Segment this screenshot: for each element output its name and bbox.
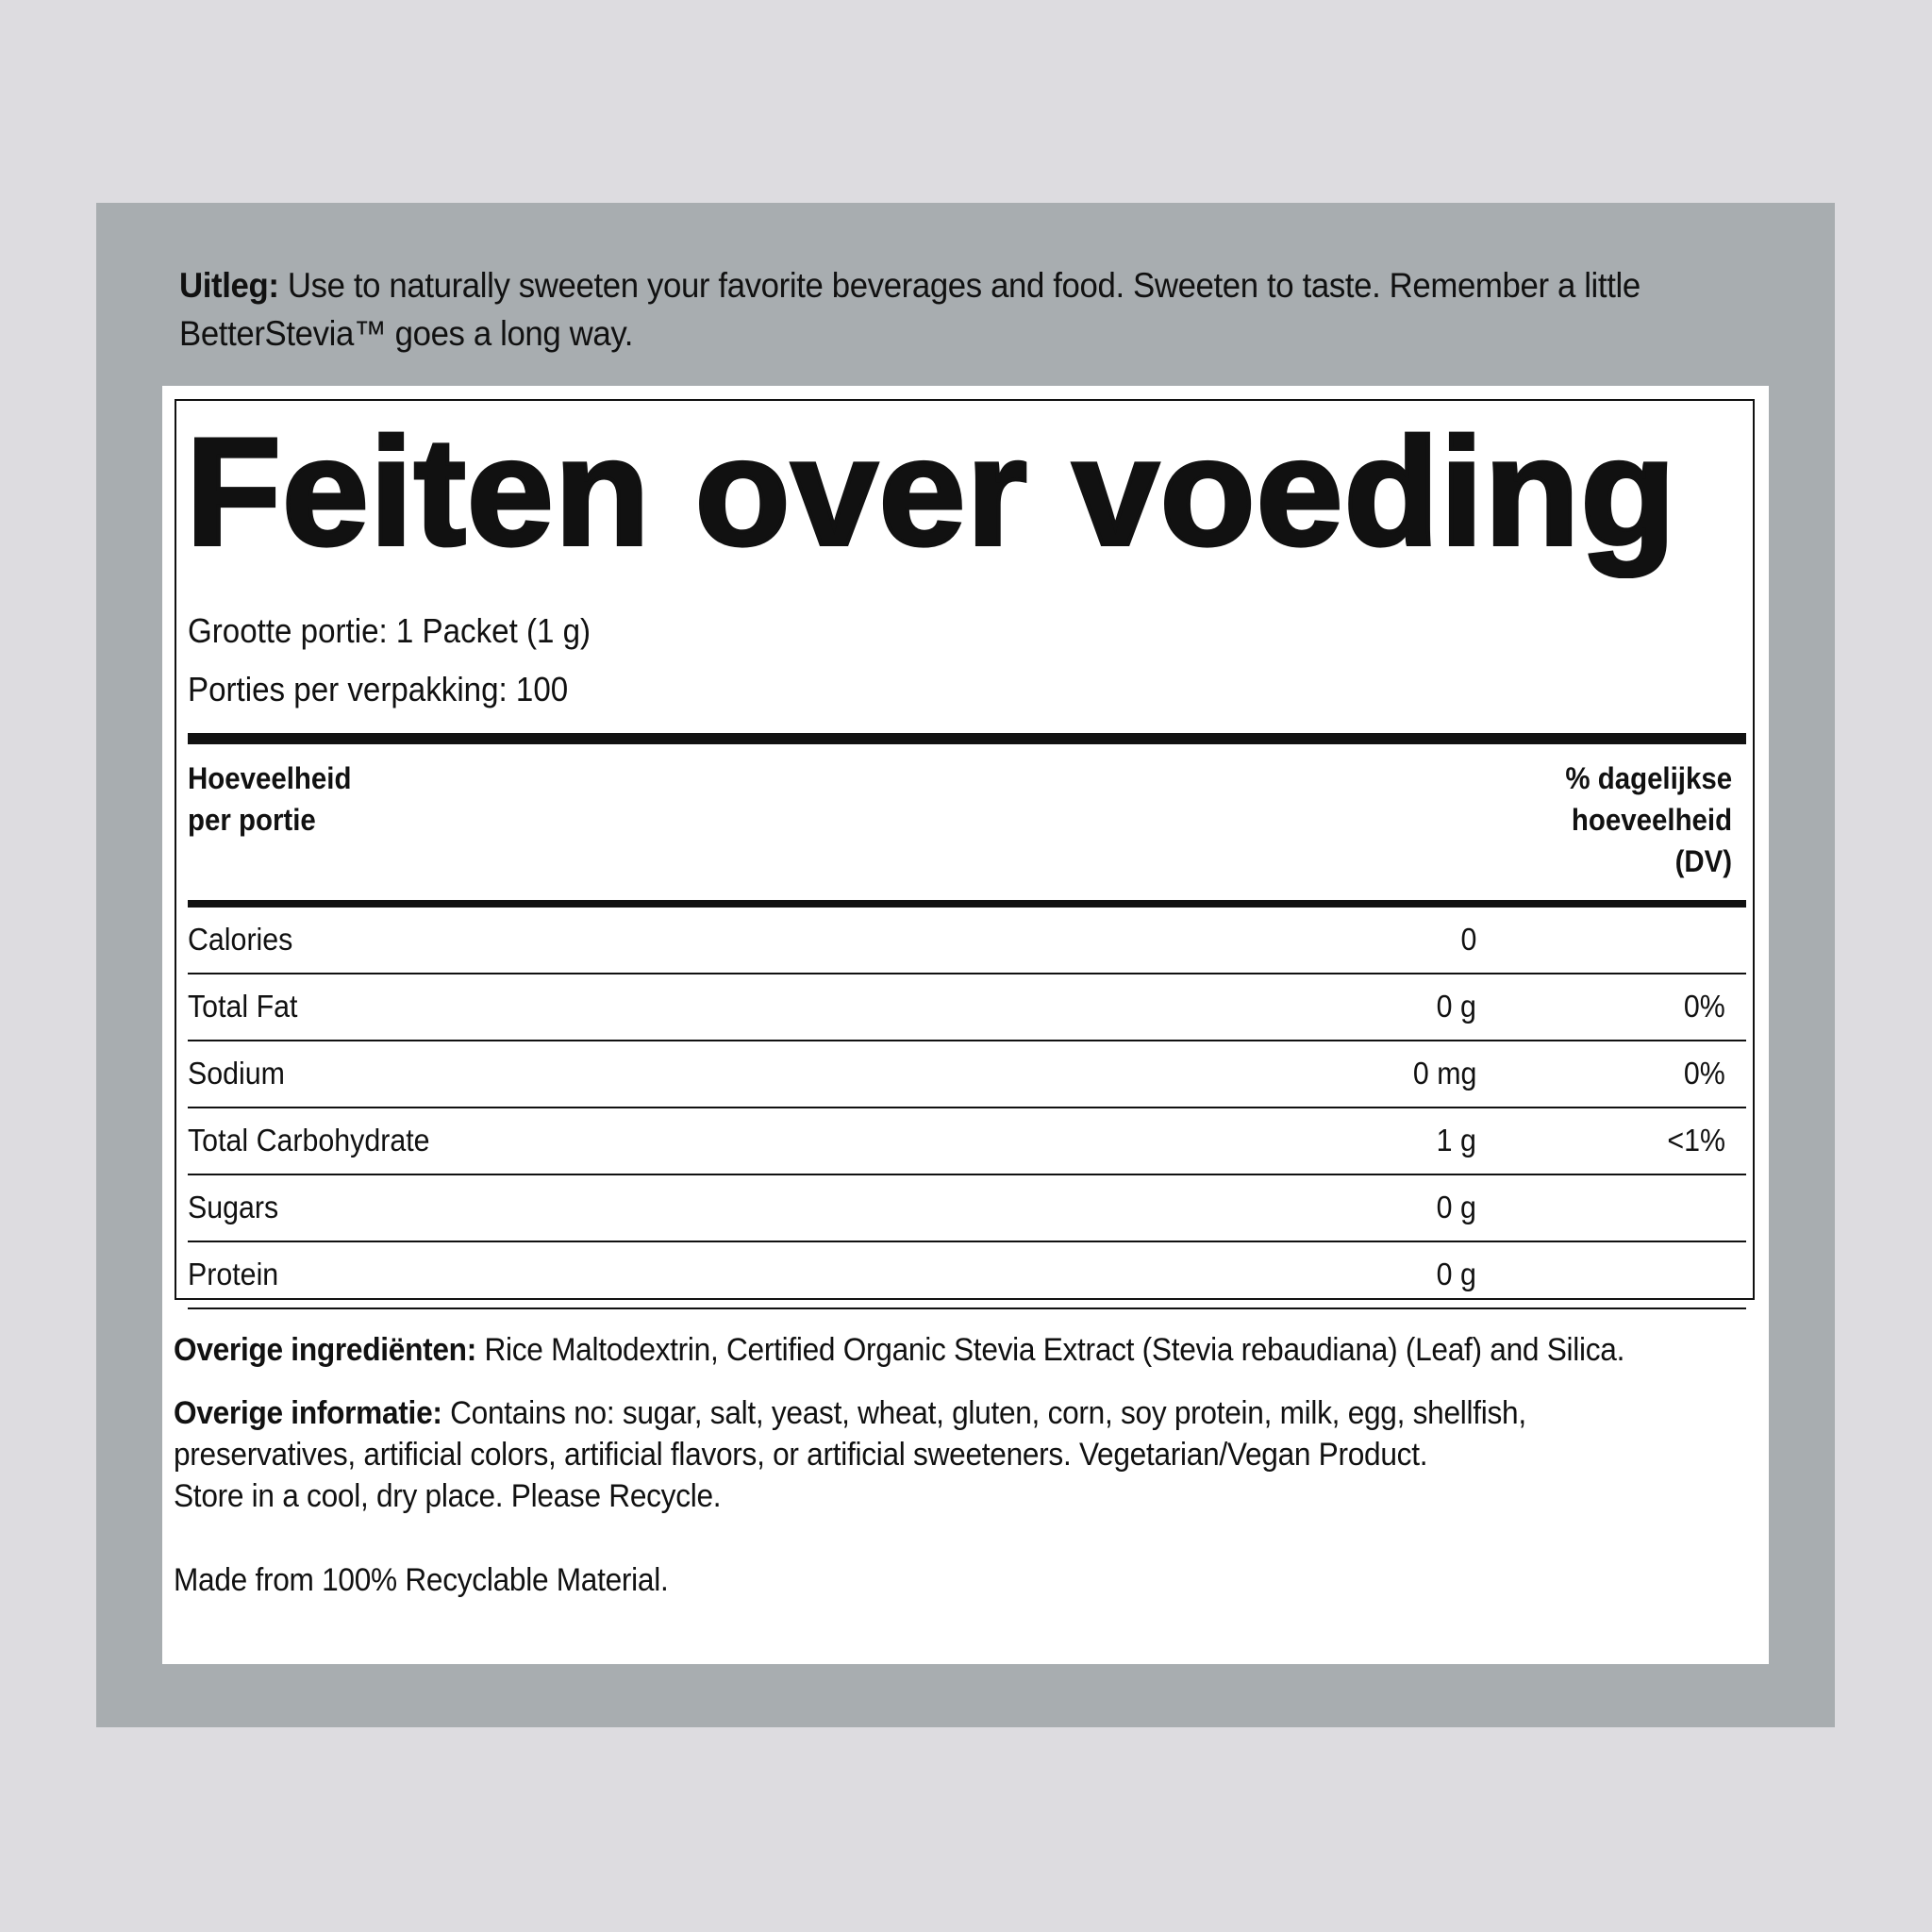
facts-title: Feiten over voeding: [186, 407, 1677, 577]
nutrient-name: Total Fat: [188, 989, 298, 1024]
other-ingredients-text: Rice Maltodextrin, Certified Organic Stevia Extract (Stevia rebaudiana) (Leaf) and Silica.: [475, 1332, 1625, 1368]
header-right-line-1: % dagelijkse: [1565, 761, 1732, 795]
nutrient-name: Calories: [188, 922, 293, 957]
thick-divider-header: [188, 900, 1746, 908]
other-ingredients-label: Overige ingrediënten:: [174, 1332, 476, 1368]
thick-divider-top: [188, 733, 1746, 744]
nutrient-amount: 0 g: [1436, 989, 1476, 1024]
nutrient-dv: <1%: [1667, 1123, 1725, 1158]
other-information-label: Overige informatie:: [174, 1395, 442, 1431]
amount-per-serving-header: [188, 758, 351, 841]
storage-note: Store in a cool, dry place. Please Recycle.: [174, 1478, 722, 1514]
serving-size: Grootte portie: 1 Packet (1 g): [188, 611, 591, 650]
other-information-text: Contains no: sugar, salt, yeast, wheat, gluten, corn, soy protein, milk, egg, shellfish, preservatives, artificial colors, artificial flavors, or artificial sweeteners. Vegetarian/Vegan Product.: [174, 1395, 1526, 1473]
header-right-line-3: (DV): [1674, 844, 1732, 878]
material-note: Made from 100% Recyclable Material.: [174, 1562, 669, 1598]
white-card: [162, 386, 1769, 1664]
nutrient-name: Protein: [188, 1257, 279, 1291]
other-information: [174, 1392, 1647, 1475]
header-right-line-2: hoeveelheid: [1571, 803, 1732, 837]
table-row: [188, 1175, 1746, 1242]
servings-per-container: Porties per verpakking: 100: [188, 670, 569, 708]
label-panel: [96, 203, 1835, 1727]
nutrient-table: [188, 908, 1746, 1309]
nutrient-amount: 1 g: [1436, 1123, 1476, 1158]
header-left-line-2: per portie: [188, 803, 316, 837]
nutrient-dv: 0%: [1684, 989, 1725, 1024]
nutrient-amount: 0 g: [1436, 1190, 1476, 1224]
nutrition-facts-box: [175, 399, 1755, 1300]
table-row: [188, 1041, 1746, 1108]
daily-value-header: [1565, 758, 1732, 882]
other-ingredients: [174, 1329, 1647, 1371]
table-row: [188, 908, 1746, 974]
directions-label: Uitleg:: [179, 266, 279, 305]
table-row: [188, 1108, 1746, 1175]
directions-text: [179, 261, 1687, 358]
header-left-line-1: Hoeveelheid: [188, 761, 352, 795]
nutrient-dv: 0%: [1684, 1056, 1725, 1091]
nutrient-name: Sodium: [188, 1056, 285, 1091]
nutrient-amount: 0 g: [1436, 1257, 1476, 1291]
table-row: [188, 1242, 1746, 1309]
nutrient-amount: 0: [1460, 922, 1476, 957]
nutrient-amount: 0 mg: [1412, 1056, 1476, 1091]
table-row: [188, 974, 1746, 1041]
directions-body: Use to naturally sweeten your favorite beverages and food. Sweeten to taste. Remember a little BetterStevia™ goes a long way.: [179, 266, 1641, 353]
nutrient-name: Total Carbohydrate: [188, 1123, 430, 1158]
nutrient-name: Sugars: [188, 1190, 279, 1224]
